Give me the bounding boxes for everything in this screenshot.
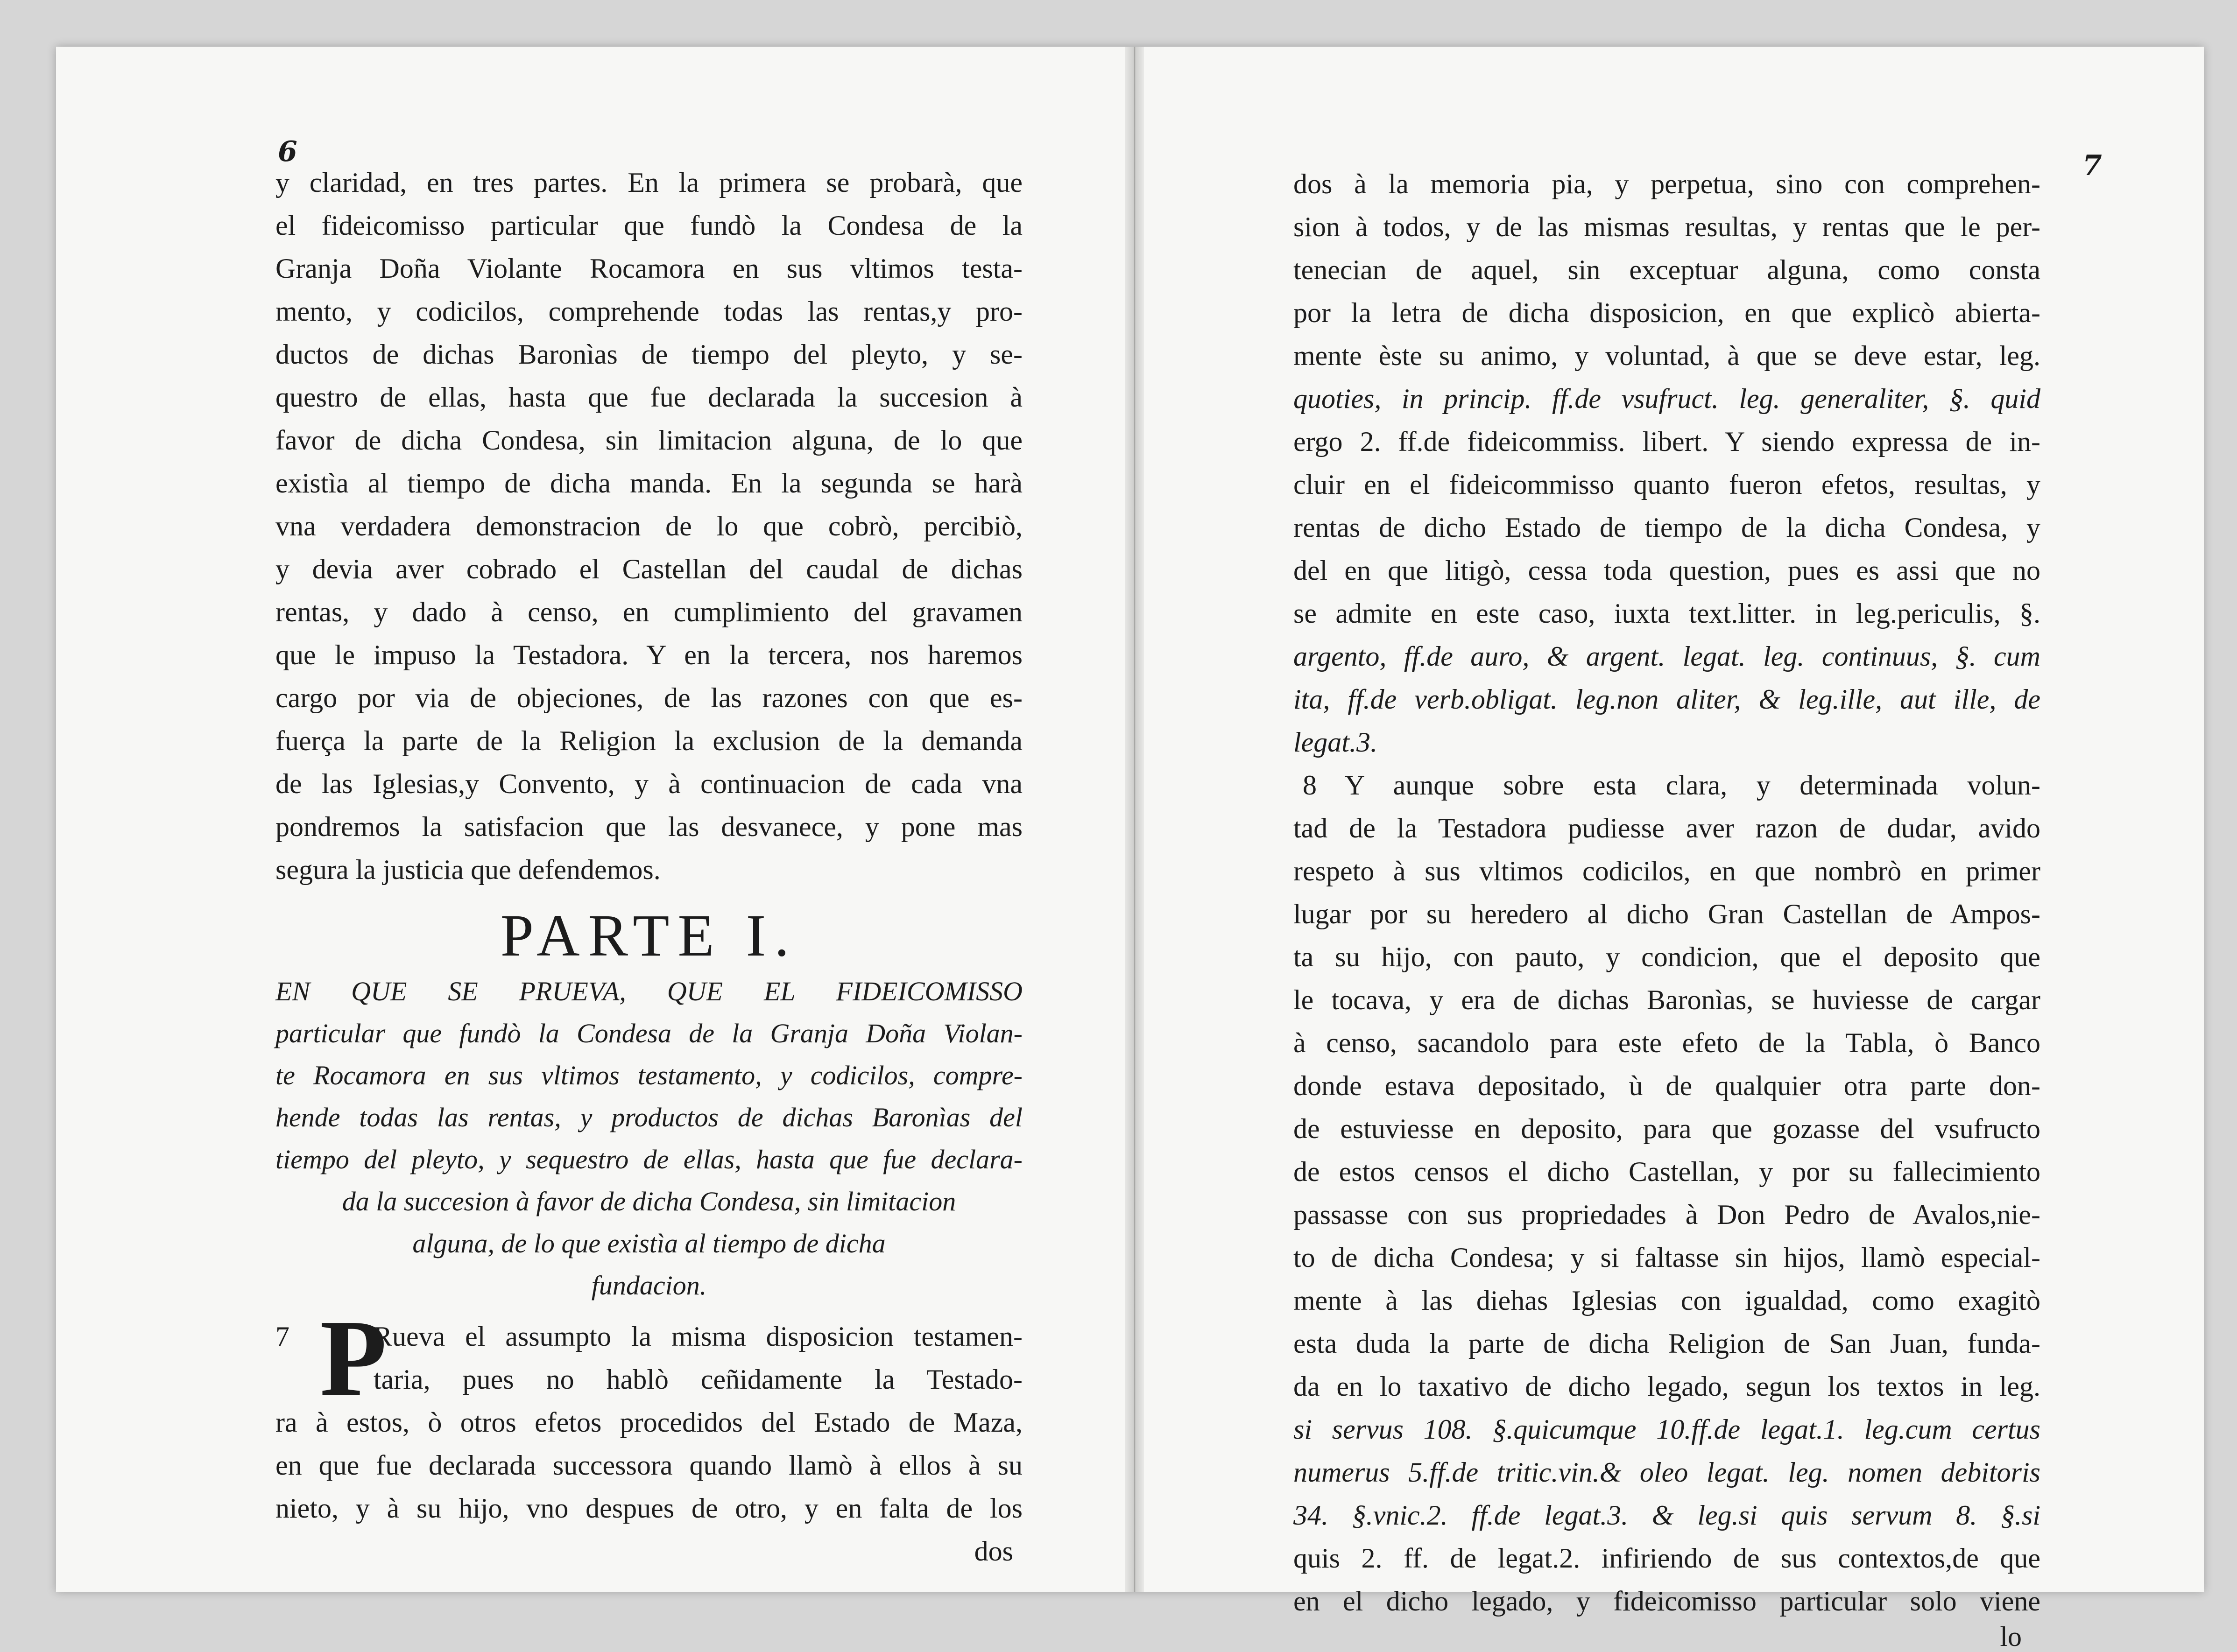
text-line: ergo 2. ff.de fideicommiss. libert. Y siendo expressa de in- bbox=[1293, 426, 2040, 457]
text-line: que le impuso la Testadora. Y en la tercera, nos haremos bbox=[275, 640, 1023, 670]
text-line: taria, pues no hablò ceñidamente la Testado- bbox=[374, 1364, 1023, 1395]
catchword: dos bbox=[974, 1536, 1013, 1567]
paragraph-8 bbox=[1293, 764, 2040, 1623]
left-page bbox=[56, 47, 1125, 1592]
text-line: Y aunque sobre esta clara, y determinada volun- bbox=[1345, 770, 2040, 801]
text-line: 34. §.vnic.2. ff.de legat.3. & leg.si quis servum 8. §.si bbox=[1293, 1500, 2040, 1531]
text-line: lugar por su heredero al dicho Gran Castellan de Ampos- bbox=[1293, 899, 2040, 929]
text-line: ta su hijo, con pauto, y condicion, que el deposito que bbox=[1293, 942, 2040, 972]
text-line: tenecian de aquel, sin exceptuar alguna, como consta bbox=[1293, 254, 2040, 285]
text-line: to de dicha Condesa; y si faltasse sin hijos, llamò especial- bbox=[1293, 1242, 2040, 1273]
text-line: y devia aver cobrado el Castellan del caudal de dichas bbox=[275, 554, 1023, 584]
text-line: argento, ff.de auro, & argent. legat. leg. continuus, §. cum bbox=[1293, 641, 2040, 672]
text-line: dos à la memoria pia, y perpetua, sino con comprehen- bbox=[1293, 169, 2040, 199]
book-spread bbox=[56, 47, 2204, 1652]
text-line: de las Iglesias,y Convento, y à continuacion de cada vna bbox=[275, 768, 1023, 799]
text-line: Rueva el assumpto la misma disposicion testamen- bbox=[374, 1321, 1023, 1352]
text-line: en el dicho legado, y fideicomisso particular solo viene bbox=[1293, 1586, 2040, 1617]
text-line: nieto, y à su hijo, vno despues de otro, y en falta de los bbox=[275, 1493, 1023, 1524]
text-line: el fideicomisso particular que fundò la Condesa de la bbox=[275, 210, 1023, 241]
subheading-line: da la succesion à favor de dicha Condesa, sin limitacion bbox=[342, 1186, 956, 1216]
text-line: pondremos la satisfacion que las desvanece, y pone mas bbox=[275, 811, 1023, 842]
text-line: sion à todos, y de las mismas resultas, y rentas que le per- bbox=[1293, 211, 2040, 242]
book-gutter bbox=[1125, 47, 1144, 1592]
text-line: cluir en el fideicommisso quanto fueron efetos, resultas, y bbox=[1293, 469, 2040, 500]
text-line: de estuviesse en deposito, para que gozasse del vsufructo bbox=[1293, 1113, 2040, 1144]
text-line: rentas, y dado à censo, en cumplimiento del gravamen bbox=[275, 597, 1023, 627]
text-line: fuerça la parte de la Religion la exclusion de la demanda bbox=[275, 725, 1023, 756]
subheading-line: particular que fundò la Condesa de la Granja Doña Violan- bbox=[275, 1018, 1023, 1048]
subheading-line: fundacion. bbox=[591, 1270, 707, 1301]
section-heading: PARTE I. bbox=[500, 902, 798, 969]
text-line: ita, ff.de verb.obligat. leg.non aliter, & leg.ille, aut ille, de bbox=[1293, 684, 2040, 715]
text-line: legat.3. bbox=[1293, 727, 1377, 758]
page-number: 6 bbox=[278, 135, 297, 168]
text-line: questro de ellas, hasta que fue declarada la succesion à bbox=[275, 382, 1023, 413]
text-line: se admite en este caso, iuxta text.litter. in leg.periculis, §. bbox=[1293, 598, 2040, 629]
subheading-line: alguna, de lo que existìa al tiempo de dicha bbox=[412, 1228, 886, 1258]
text-line: existìa al tiempo de dicha manda. En la segunda se harà bbox=[275, 468, 1023, 499]
text-line: passasse con sus propriedades à Don Pedro de Avalos,nie- bbox=[1293, 1199, 2040, 1230]
catchword: lo bbox=[2000, 1621, 2022, 1652]
text-line: quis 2. ff. de legat.2. infiriendo de sus contextos,de que bbox=[1293, 1543, 2040, 1574]
subheading-line: te Rocamora en sus vltimos testamento, y codicilos, compre- bbox=[275, 1060, 1023, 1090]
paragraph-7 bbox=[275, 1297, 1023, 1530]
text-line: da en lo taxativo de dicho legado, segun los textos in leg. bbox=[1293, 1371, 2040, 1402]
subheading-line: EN QUE SE PRUEVA, QUE EL FIDEICOMISSO bbox=[275, 976, 1023, 1006]
page-number: 7 bbox=[2082, 149, 2102, 182]
paragraph-number: 7 bbox=[275, 1321, 289, 1352]
text-line: de estos censos el dicho Castellan, y por su fallecimiento bbox=[1293, 1156, 2040, 1187]
text-line: cargo por via de objeciones, de las razones con que es- bbox=[275, 682, 1023, 713]
text-line: segura la justicia que defendemos. bbox=[275, 854, 661, 885]
text-column bbox=[1293, 162, 2040, 1651]
text-line: vna verdadera demonstracion de lo que cobrò, percibiò, bbox=[275, 511, 1023, 541]
text-line: mente à las diehas Iglesias con igualdad, como exagitò bbox=[1293, 1285, 2040, 1316]
text-line: mento, y codicilos, comprehende todas las rentas,y pro- bbox=[275, 296, 1023, 327]
text-line: rentas de dicho Estado de tiempo de la dicha Condesa, y bbox=[1293, 512, 2040, 543]
subheading-line: hende todas las rentas, y productos de dichas Baronìas del bbox=[275, 1102, 1023, 1132]
text-line: mente èste su animo, y voluntad, à que se deve estar, leg. bbox=[1293, 340, 2040, 371]
text-line: Granja Doña Violante Rocamora en sus vltimos testa- bbox=[275, 253, 1023, 284]
text-line: si servus 108. §.quicumque 10.ff.de legat.1. leg.cum certus bbox=[1293, 1414, 2040, 1445]
text-line: ductos de dichas Baronìas de tiempo del pleyto, y se- bbox=[275, 339, 1023, 370]
subheading-line: tiempo del pleyto, y sequestro de ellas, hasta que fue declara- bbox=[275, 1144, 1023, 1174]
text-line: le tocava, y era de dichas Baronìas, se huviesse de cargar bbox=[1293, 984, 2040, 1015]
text-line: ra à estos, ò otros efetos procedidos del Estado de Maza, bbox=[275, 1407, 1023, 1438]
text-line: tad de la Testadora pudiesse aver razon de dudar, avido bbox=[1293, 813, 2040, 844]
text-line: del en que litigò, cessa toda question, pues es assi que no bbox=[1293, 555, 2040, 586]
drop-cap: P bbox=[320, 1297, 387, 1419]
text-line: esta duda la parte de dicha Religion de San Juan, funda- bbox=[1293, 1328, 2040, 1359]
intro-paragraph bbox=[275, 161, 1023, 891]
text-line: donde estava depositado, ù de qualquier otra parte don- bbox=[1293, 1070, 2040, 1101]
right-page bbox=[1144, 47, 2204, 1652]
text-line: favor de dicha Condesa, sin limitacion alguna, de lo que bbox=[275, 425, 1023, 456]
paragraph-number: 8 bbox=[1303, 770, 1317, 801]
section-subheading bbox=[275, 970, 1023, 1307]
text-line: à censo, sacandolo para este efeto de la Tabla, ò Banco bbox=[1293, 1027, 2040, 1058]
text-column bbox=[275, 161, 1023, 1573]
text-line: y claridad, en tres partes. En la primera se probarà, que bbox=[275, 167, 1023, 198]
text-line: respeto à sus vltimos codicilos, en que nombrò en primer bbox=[1293, 856, 2040, 886]
text-line: en que fue declarada successora quando llamò à ellos à su bbox=[275, 1450, 1023, 1481]
continued-paragraph bbox=[1293, 162, 2040, 764]
text-line: quoties, in princip. ff.de vsufruct. leg. generaliter, §. quid bbox=[1293, 383, 2040, 414]
text-line: numerus 5.ff.de tritic.vin.& oleo legat. leg. nomen debitoris bbox=[1293, 1457, 2040, 1488]
text-line: por la letra de dicha disposicion, en que explicò abierta- bbox=[1293, 297, 2040, 328]
